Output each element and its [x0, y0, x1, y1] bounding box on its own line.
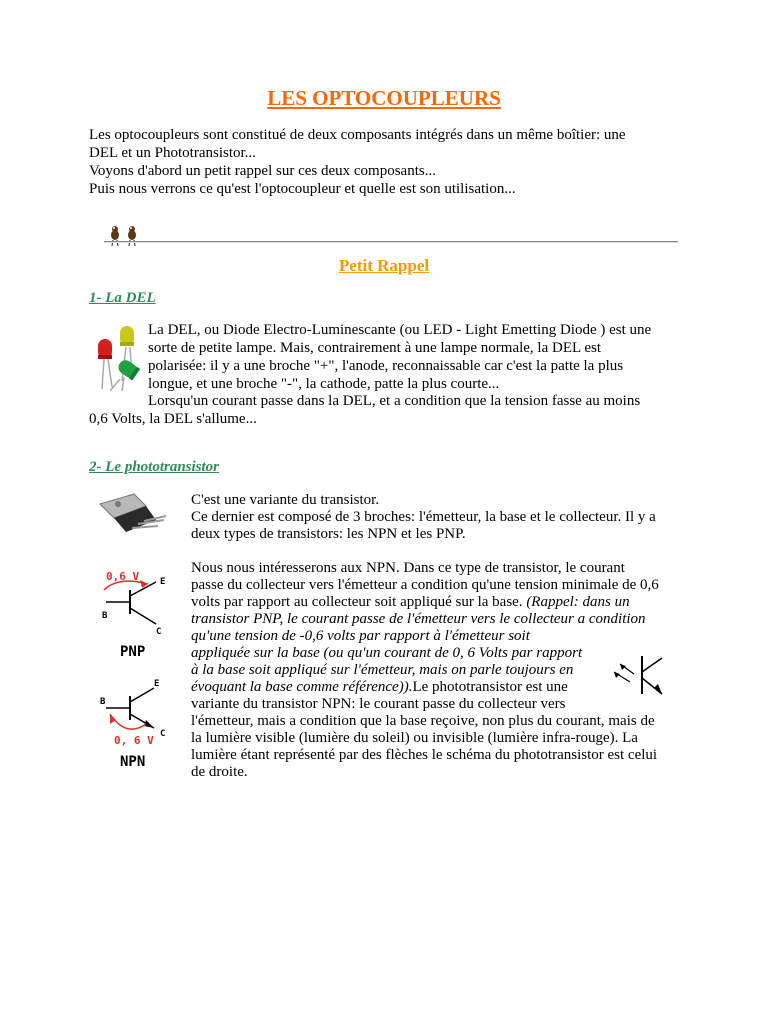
text-line: La DEL, ou Diode Electro-Luminescante (ou LED - Light Emetting Diode ) est une	[148, 322, 652, 338]
npn-pin-b: B	[100, 697, 106, 707]
led-image	[92, 321, 144, 393]
text-line: sorte de petite lampe. Mais, contrairement à une lampe normale, la DEL est	[148, 340, 602, 356]
intro-line: Les optocoupleurs sont constitué de deux composants intégrés dans un même boîtier: une	[89, 127, 626, 143]
intro-paragraph	[89, 126, 689, 198]
pnp-pin-e: E	[160, 577, 166, 587]
pnp-voltage-label: 0,6 V	[106, 570, 140, 583]
npn-label: NPN	[120, 754, 146, 770]
intro-line: Puis nous verrons ce qu'est l'optocoupleur et quelle est son utilisation...	[89, 181, 516, 197]
text-line: variante du transistor NPN: le courant passe du collecteur vers	[191, 696, 566, 712]
npn-pin-c: C	[160, 729, 166, 739]
page-title: LES OPTOCOUPLEURS	[267, 86, 501, 110]
pnp-symbol	[96, 566, 176, 636]
intro-line: DEL et un Phototransistor...	[89, 145, 256, 161]
text-line: de droite.	[191, 764, 248, 780]
text-line: passe du collecteur vers l'émetteur a condition qu'une tension minimale de 0,6	[191, 577, 659, 593]
text-line: 0,6 Volts, la DEL s'allume...	[89, 411, 257, 427]
text-line-italic: transistor PNP, le courant passe de l'émetteur vers le collecteur a condition	[191, 611, 646, 627]
text-line: Lorsqu'un courant passe dans la DEL, et a condition que la tension fasse au moins	[148, 393, 641, 409]
text-line-italic: qu'une tension de -0,6 volts par rapport à l'émetteur soit	[191, 628, 530, 644]
text-line: Nous nous intéresserons aux NPN. Dans ce type de transistor, le courant	[191, 560, 625, 576]
divider	[104, 241, 678, 243]
section-title-petit-rappel: Petit Rappel	[338, 256, 430, 275]
text-line-italic: à la base soit appliqué sur l'émetteur, mais on parle toujours en	[191, 662, 574, 678]
text-segment: volts par rapport au collecteur soit appliqué sur la base.	[191, 594, 523, 610]
text-line: deux types de transistors: les NPN et les PNP.	[191, 526, 466, 542]
npn-symbol	[96, 676, 176, 750]
pnp-label: PNP	[120, 644, 146, 660]
text-segment: Le phototransistor est une	[412, 679, 568, 695]
text-line: l'émetteur, mais a condition que la base reçoive, non plus du courant, mais de	[191, 713, 655, 729]
npn-pin-e: E	[154, 679, 160, 689]
text-line	[191, 594, 630, 611]
text-line: longue, et une broche "-", la cathode, patte la plus courte...	[148, 376, 500, 392]
text-segment-italic: évoquant la base comme référence)).	[191, 679, 413, 695]
text-line-italic: appliquée sur la base (ou qu'un courant de 0, 6 Volts par rapport	[191, 645, 583, 661]
pnp-pin-c: C	[156, 627, 162, 636]
text-line: lumière étant représenté par des flèches le schéma du phototransistor est celui	[191, 747, 658, 763]
text-line: la lumière visible (lumière du soleil) ou invisible (lumière infra-rouge). La	[191, 730, 638, 746]
text-line: C'est une variante du transistor.	[191, 492, 380, 508]
text-line	[191, 679, 568, 696]
text-segment-italic: (Rappel: dans un	[522, 594, 630, 610]
npn-voltage-label: 0, 6 V	[114, 734, 154, 747]
intro-line: Voyons d'abord un petit rappel sur ces deux composants...	[89, 163, 436, 179]
transistor-image	[94, 490, 168, 538]
section-heading-phototransistor: 2- Le phototransistor	[89, 459, 220, 475]
section-heading-del: 1- La DEL	[89, 290, 156, 306]
pnp-pin-b: B	[102, 611, 108, 621]
text-line: polarisée: il y a une broche "+", l'anode, reconnaissable car c'est la patte la plus	[148, 358, 624, 374]
phototransistor-symbol	[600, 652, 676, 698]
birds-icon	[106, 224, 146, 250]
text-line: Ce dernier est composé de 3 broches: l'émetteur, la base et le collecteur. Il y a	[191, 509, 656, 525]
